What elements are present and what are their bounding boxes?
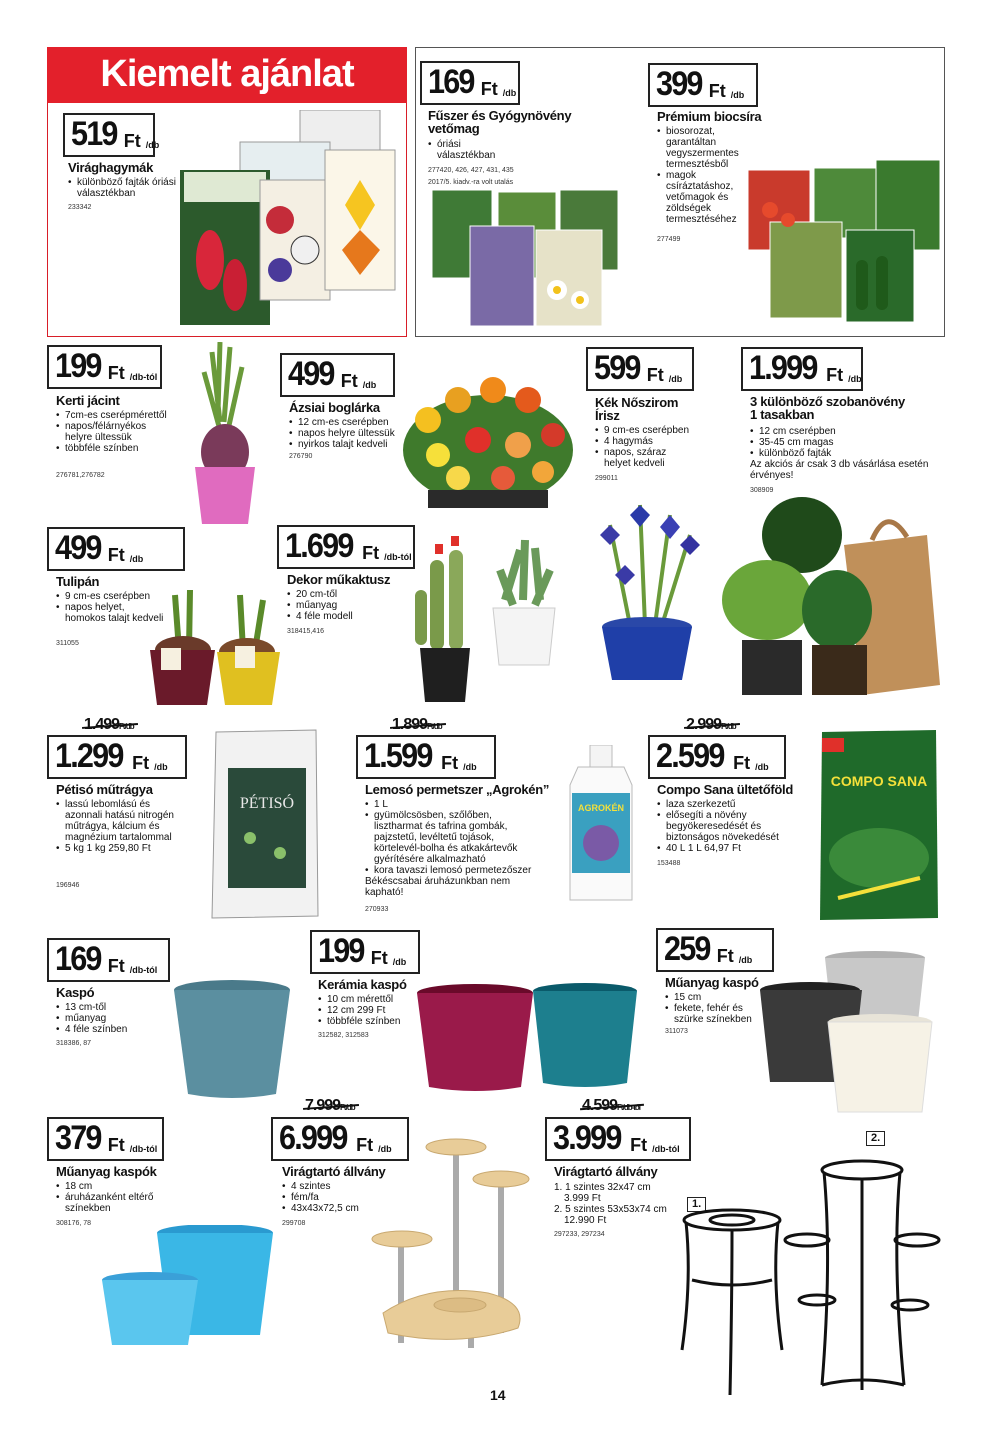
product-code-kaspo: 318386, 87 [56,1040,92,1047]
herb-seed-packets-image [432,190,622,330]
product-name-szobanoveny: 3 különböző szobanövény 1 tasakban [750,394,905,422]
price-tag-allvany2: 3.999 Ft /db-tól [545,1117,691,1161]
product-name-muanyag-kaspo: Műanyag kaspó [665,975,759,990]
product-code-keramia: 312582, 312583 [318,1032,369,1039]
product-code-agroken: 270933 [365,906,389,913]
old-price-allvany1: 7.999Ft/db [305,1097,355,1115]
product-name-iris: Kék Nőszirom Írisz [595,395,679,423]
price-tag-mukaktusz: 1.699 Ft /db-tól [277,525,415,569]
compo-bag-label: COMPO SANA [830,773,928,789]
plastic-pots-image [760,950,940,1118]
product-code-iris: 299011 [595,475,618,482]
product-desc-viraghagymak: • különböző fajták óriási választékban [68,177,178,199]
price-tag-keramia: 199 Ft /db [310,930,420,974]
product-code-petiso: 196946 [56,882,80,889]
product-code-compo: 153488 [657,860,681,867]
product-name-boglarka: Ázsiai boglárka [289,400,380,415]
product-desc-boglarka: • 12 cm-es cserépben • napos helyre ültessük • nyirkos talajt kedveli [289,417,409,450]
price-tag-viraghagymak: 519 Ft /db [63,113,155,157]
product-code-allvany1: 299708 [282,1220,306,1227]
product-name-allvany2: Virágtartó állvány [554,1164,658,1179]
price-tag-biocsira: 399 Ft /db [648,63,758,107]
cyan-pots-image [100,1225,275,1350]
price-tag-agroken: 1.599 Ft /db [356,735,496,779]
iris-image [590,495,705,685]
old-price-petiso: 1.499Ft/db [84,716,134,734]
product-desc-biocsira: • biosorozat, garantáltan vegyszermentes termesztésből • magok csíráztatáshoz, vetőmagok és zöldségek termesztéséhez [657,126,749,225]
product-desc-agroken: • 1 L • gyümölcsösben, szőlőben, lisztharmat és tafrina gombák, pajzstetű, levéltetű tojások, körtelevél-bolha és atkakártevők gyérítésére alkalmazható • kora tavaszi lemosó permetezőszer Békéscsabai áruházunkban nem kapható! [365,799,540,898]
price-tag-jacint: 199 Ft /db-tól [47,345,162,389]
wood-plant-stand-image [368,1133,538,1353]
product-desc-muanyag-kaspok: • 18 cm • áruházanként eltérő színekben [56,1181,166,1214]
old-price-allvany2: 4.599Ft/db-tól [582,1097,640,1115]
houseplants-bag-image [722,490,944,702]
page-number: 14 [490,1387,506,1403]
product-note-fuszer: 2017/5. kiadv.-ra volt utalás [428,179,514,186]
price-tag-fuszer: 169 Ft /db [420,61,520,105]
price-tag-tulipan: 499 Ft /db [47,527,185,571]
hyacinth-image [190,342,260,527]
product-desc-keramia: • 10 cm mérettől • 12 cm 299 Ft • többféle színben [318,994,418,1027]
product-name-viraghagymak: Virághagymák [68,160,154,175]
price-tag-compo: 2.599 Ft /db [648,735,786,779]
agroken-bottle-label: AGROKÉN [577,803,625,813]
product-name-fuszer: Fűszer és Gyógynövény vetőmag [428,108,572,136]
price-tag-szobanoveny: 1.999 Ft /db [741,347,863,391]
price-tag-iris: 599 Ft /db [586,347,694,391]
product-code-biocsira: 277499 [657,236,681,243]
product-desc-szobanoveny: • 12 cm cserépben • 35-45 cm magas • különböző fajták Az akciós ár csak 3 db vásárlása esetén érvényes! [750,426,930,481]
product-name-biocsira: Prémium biocsíra [657,109,762,124]
product-desc-iris: • 9 cm-es cserépben • 4 hagymás • napos, száraz helyet kedveli [595,425,695,469]
product-name-keramia: Kerámia kaspó [318,977,407,992]
product-desc-muanyag-kaspo: • 15 cm • fekete, fehér és szürke színekben [665,992,765,1025]
product-code-boglarka: 276790 [289,453,313,460]
product-code-jacint: 276781,276782 [56,472,105,479]
product-desc-allvany1: • 4 szintes • fém/fa • 43x43x72,5 cm [282,1181,392,1214]
product-desc-tulipan: • 9 cm-es cserépben • napos helyet, homokos talajt kedveli [56,591,166,624]
compo-sana-bag-image [818,728,940,923]
product-code-fuszer: 277420, 426, 427, 431, 435 [428,167,514,174]
product-desc-mukaktusz: • 20 cm-től • műanyag • 4 féle modell [287,589,397,622]
product-name-allvany1: Virágtartó állvány [282,1164,386,1179]
product-desc-compo: • laza szerkezetű • elősegíti a növény begyökeresedését és biztonságos növekedését • 40 L 1 L 64,97 Ft [657,799,787,854]
product-desc-fuszer: • óriási választékban [428,139,508,161]
price-tag-muanyag-kaspo: 259 Ft /db [656,928,774,972]
blue-pot-image [172,978,292,1100]
petiso-bag-image [210,728,322,920]
product-name-petiso: Pétisó műtrágya [56,782,153,797]
product-code-viraghagymak: 233342 [68,204,92,211]
product-name-jacint: Kerti jácint [56,393,120,408]
product-code-tulipan: 311055 [56,640,79,647]
ranunculus-image [398,360,578,510]
product-code-muanyag-kaspo: 311073 [665,1028,688,1035]
product-code-allvany2: 297233, 297234 [554,1231,605,1238]
product-name-muanyag-kaspok: Műanyag kaspók [56,1164,157,1179]
product-code-mukaktusz: 318415,416 [287,628,324,635]
old-price-agroken: 1.899Ft/db [392,716,442,734]
product-desc-kaspo: • 13 cm-től • műanyag • 4 féle színben [56,1002,156,1035]
product-name-compo: Compo Sana ültetőföld [657,782,793,797]
price-tag-allvany1: 6.999 Ft /db [271,1117,409,1161]
product-name-kaspo: Kaspó [56,985,95,1000]
petiso-bag-label: PÉTISÓ [239,795,295,812]
old-price-compo: 2.999Ft/db [686,716,736,734]
product-name-agroken: Lemosó permetszer „Agrokén” [365,782,550,797]
product-desc-allvany2: 1. 1 szintes 32x47 cm 3.999 Ft 2. 5 szintes 53x53x74 cm 12.990 Ft [554,1182,667,1226]
product-name-mukaktusz: Dekor műkaktusz [287,572,391,587]
sprout-seed-packets-image [748,160,943,325]
ceramic-pots-image [415,983,640,1093]
price-tag-muanyag-kaspok: 379 Ft /db-tól [47,1117,164,1161]
cactus-image [405,530,570,705]
variant-badge-1: 1. [687,1197,706,1212]
agroken-bottle-image [566,745,636,905]
product-code-muanyag-kaspok: 308176, 78 [56,1220,92,1227]
price-tag-boglarka: 499 Ft /db [280,353,395,397]
tulip-pots-image [145,590,285,708]
bulb-packets-image [180,110,402,330]
product-desc-jacint: • 7cm-es cserépmérettől • napos/félárnyékos helyre ültessük • többféle színben [56,410,176,454]
metal-plant-stands-image [672,1140,944,1402]
price-tag-petiso: 1.299 Ft /db [47,735,187,779]
variant-badge-2: 2. [866,1131,885,1146]
product-code-szobanoveny: 308909 [750,487,774,494]
product-name-tulipan: Tulipán [56,574,100,589]
product-desc-petiso: • lassú lebomlású és azonnali hatású nitrogén műtrágya, kálcium és magnézium tartalommal • 5 kg 1 kg 259,80 Ft [56,799,176,854]
featured-banner: Kiemelt ajánlat [47,47,407,103]
price-tag-kaspo: 169 Ft /db-tól [47,938,170,982]
